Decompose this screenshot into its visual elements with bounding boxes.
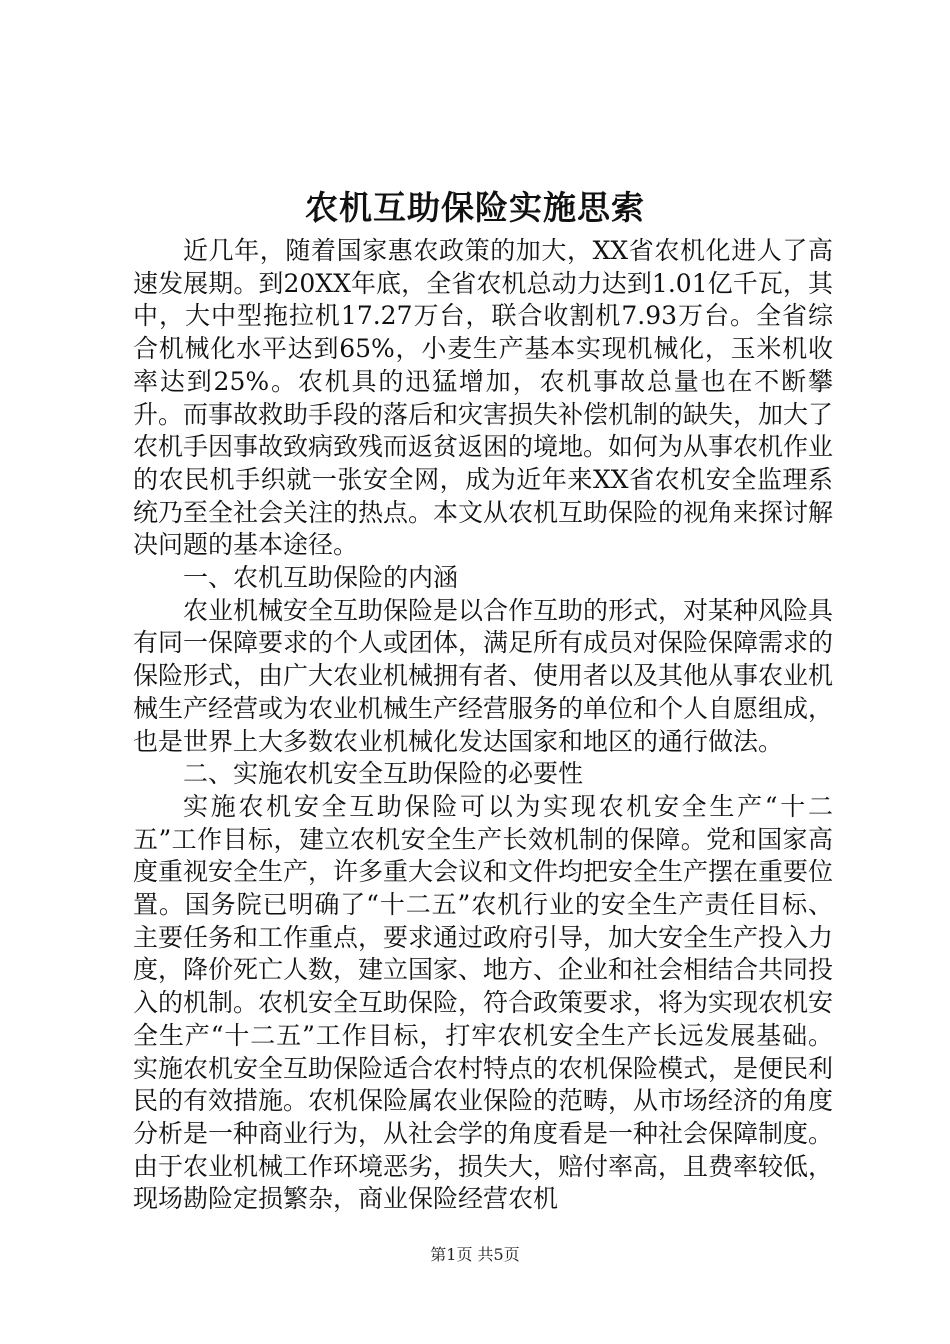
section-heading-2: 二、实施农机安全互助保险的必要性	[183, 759, 584, 789]
section-heading-1: 一、农机互助保险的内涵	[183, 563, 459, 593]
document-title: 农机互助保险实施思索	[305, 188, 645, 227]
paragraph-section-2: 实施农机安全互助保险可以为实现农机安全生产“十二五”工作目标，建立农机安全生产长效机制的保障。党和国家高度重视安全生产，许多重大会议和文件均把安全生产摆在重要位置。国务院已明确了“十二五”农机行业的安全生产责任目标、主要任务和工作重点，要求通过政府引导，加大安全生产投入力度，降价死亡人数，建立国家、地方、企业和社会相结合共同投入的机制。农机安全互助保险，符合政策要求，将为实现农机安全生产“十二五”工作目标，打牢农机安全生产长远发展基础。实施农机安全互助保险适合农村特点的农机保险模式，是便民利民的有效措施。农机保险属农业保险的范畴，从市场经济的角度分析是一种商业行为，从社会学的角度看是一种社会保障制度。由于农业机械工作环境恶劣，损失大，赔付率高，且费率较低，现场勘险定损繁杂，商业保险经营农机	[133, 791, 834, 1214]
document-body	[133, 235, 833, 1216]
paragraph-intro: 近几年，随着国家惠农政策的加大，XX省农机化进人了高速发展期。到20XX年底，全省农机总动力达到1.01亿千瓦，其中，大中型拖拉机17.27万台，联合收割机7.93万台。全省综合机械化水平达到65%，小麦生产基本实现机械化，玉米机收率达到25%。农机具的迅猛增加，农机事故总量也在不断攀升。而事故救助手段的落后和灾害损失补偿机制的缺失，加大了农机手因事故致病致残而返贫返困的境地。如何为从事农机作业的农民机手织就一张安全网，成为近年来XX省农机安全监理系统乃至全社会关注的热点。本文从农机互助保险的视角来探讨解决问题的基本途径。	[133, 236, 834, 560]
page-footer: 第1页 共5页	[430, 1245, 520, 1264]
paragraph-section-1: 农业机械安全互助保险是以合作互助的形式，对某种风险具有同一保障要求的个人或团体，满足所有成员对保险保障需求的保险形式，由广大农业机械拥有者、使用者以及其他从事农业机械生产经营或为农业机械生产经营服务的单位和个人自愿组成，也是世界上大多数农业机械化发达国家和地区的通行做法。	[133, 595, 834, 756]
